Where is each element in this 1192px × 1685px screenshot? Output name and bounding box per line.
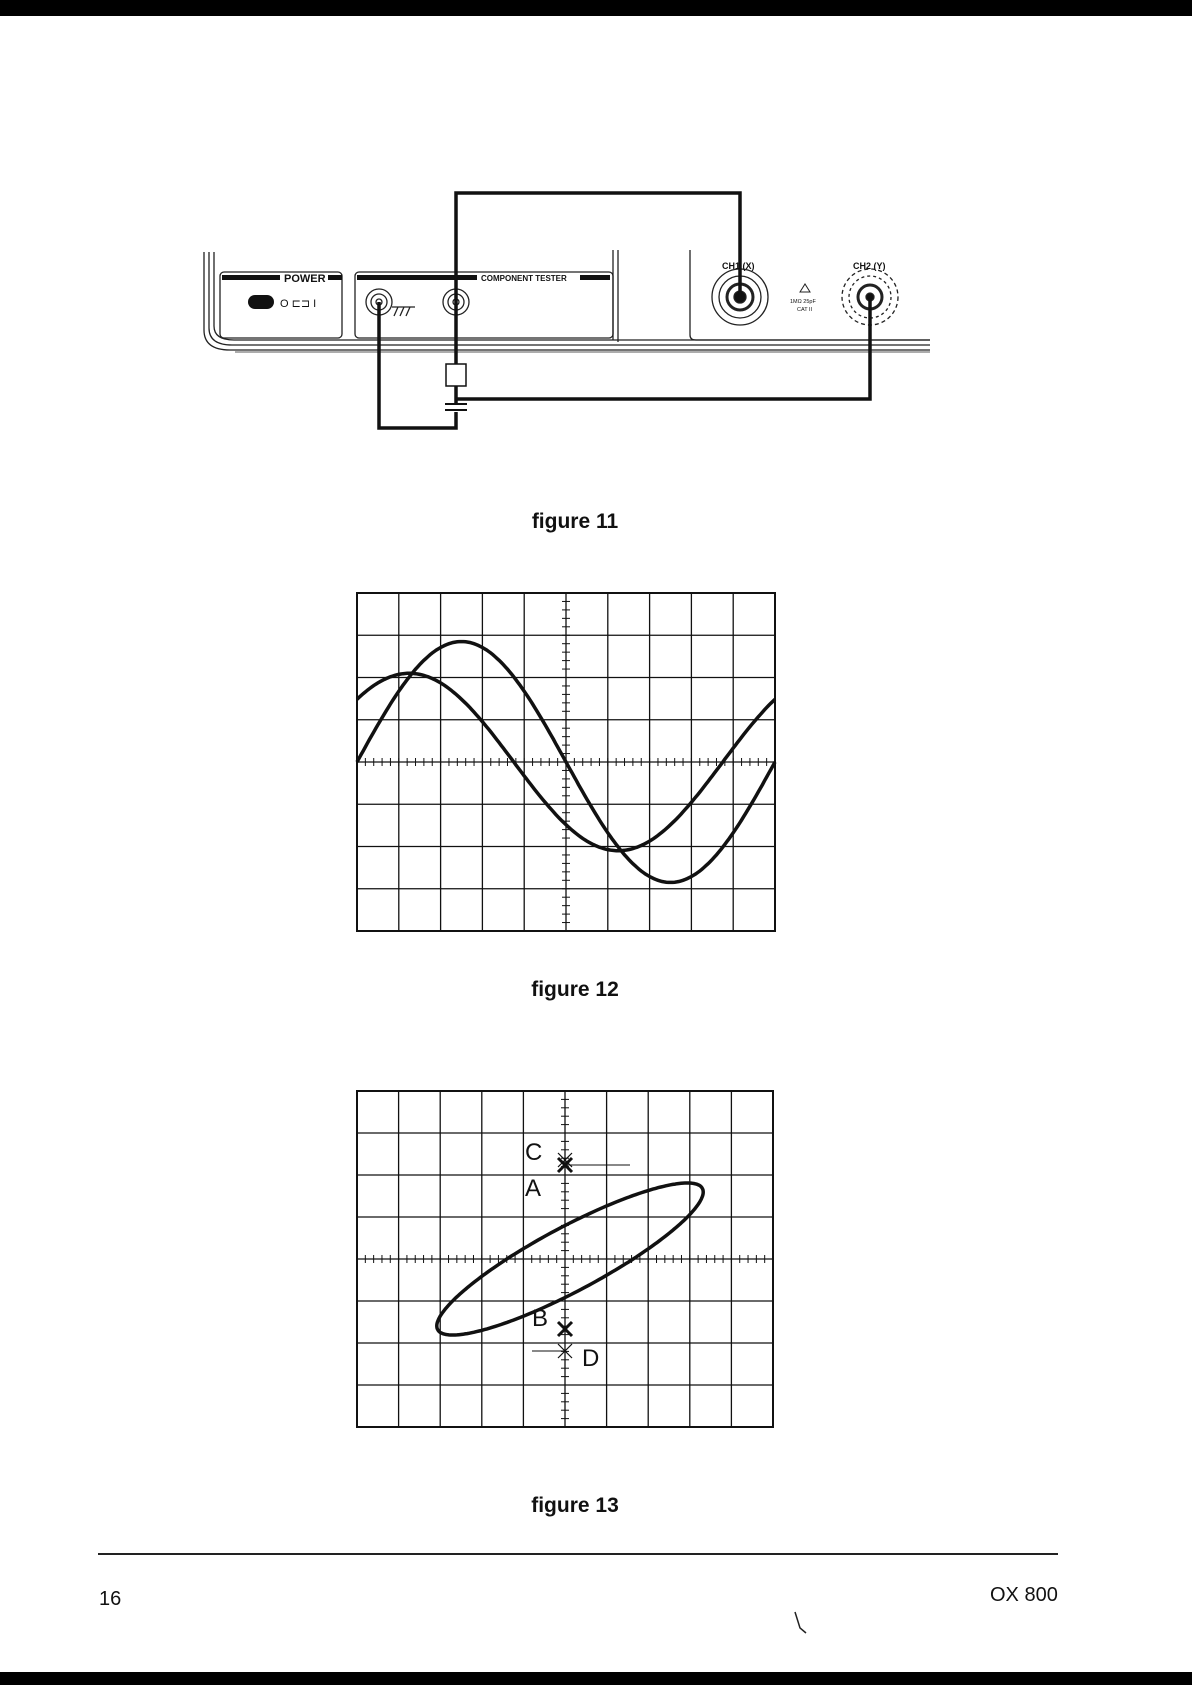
figure-12-oscilloscope-screen: [0, 590, 1192, 935]
footer-rule: [98, 1553, 1058, 1555]
figure-11-wiring-diagram: [0, 180, 1192, 440]
figure-12-caption: figure 12: [531, 978, 619, 1001]
top-scan-border: [0, 0, 1192, 16]
pen-mark: [0, 1605, 1192, 1645]
power-label: POWER: [284, 273, 326, 285]
figure-13-oscilloscope-screen: [0, 1085, 1192, 1435]
point-label-c: C: [525, 1139, 543, 1166]
ch2-label: CH2 (Y): [853, 261, 886, 271]
capacitor-symbol: [445, 404, 467, 410]
warning-triangle-icon: [800, 284, 810, 292]
ground-jack: [366, 289, 415, 316]
figure-11-caption: figure 11: [531, 510, 619, 533]
point-label-d: D: [582, 1345, 600, 1372]
page-number: 16: [99, 1588, 122, 1610]
point-label-b: B: [532, 1305, 549, 1332]
resistor-symbol: [446, 364, 466, 386]
power-symbols: O ⊏⊐ I: [280, 298, 317, 310]
figure-13-caption: figure 13: [531, 1494, 619, 1517]
model-name: OX 800: [990, 1584, 1058, 1606]
point-label-a: A: [525, 1175, 542, 1202]
input-rating-2: CAT II: [797, 307, 813, 313]
ch1-label: CH1 (X): [722, 261, 755, 271]
bottom-scan-border: [0, 1672, 1192, 1685]
component-tester-label: COMPONENT TESTER: [481, 274, 567, 283]
input-rating-1: 1MΩ 25pF: [790, 299, 816, 305]
power-button: [248, 295, 274, 309]
